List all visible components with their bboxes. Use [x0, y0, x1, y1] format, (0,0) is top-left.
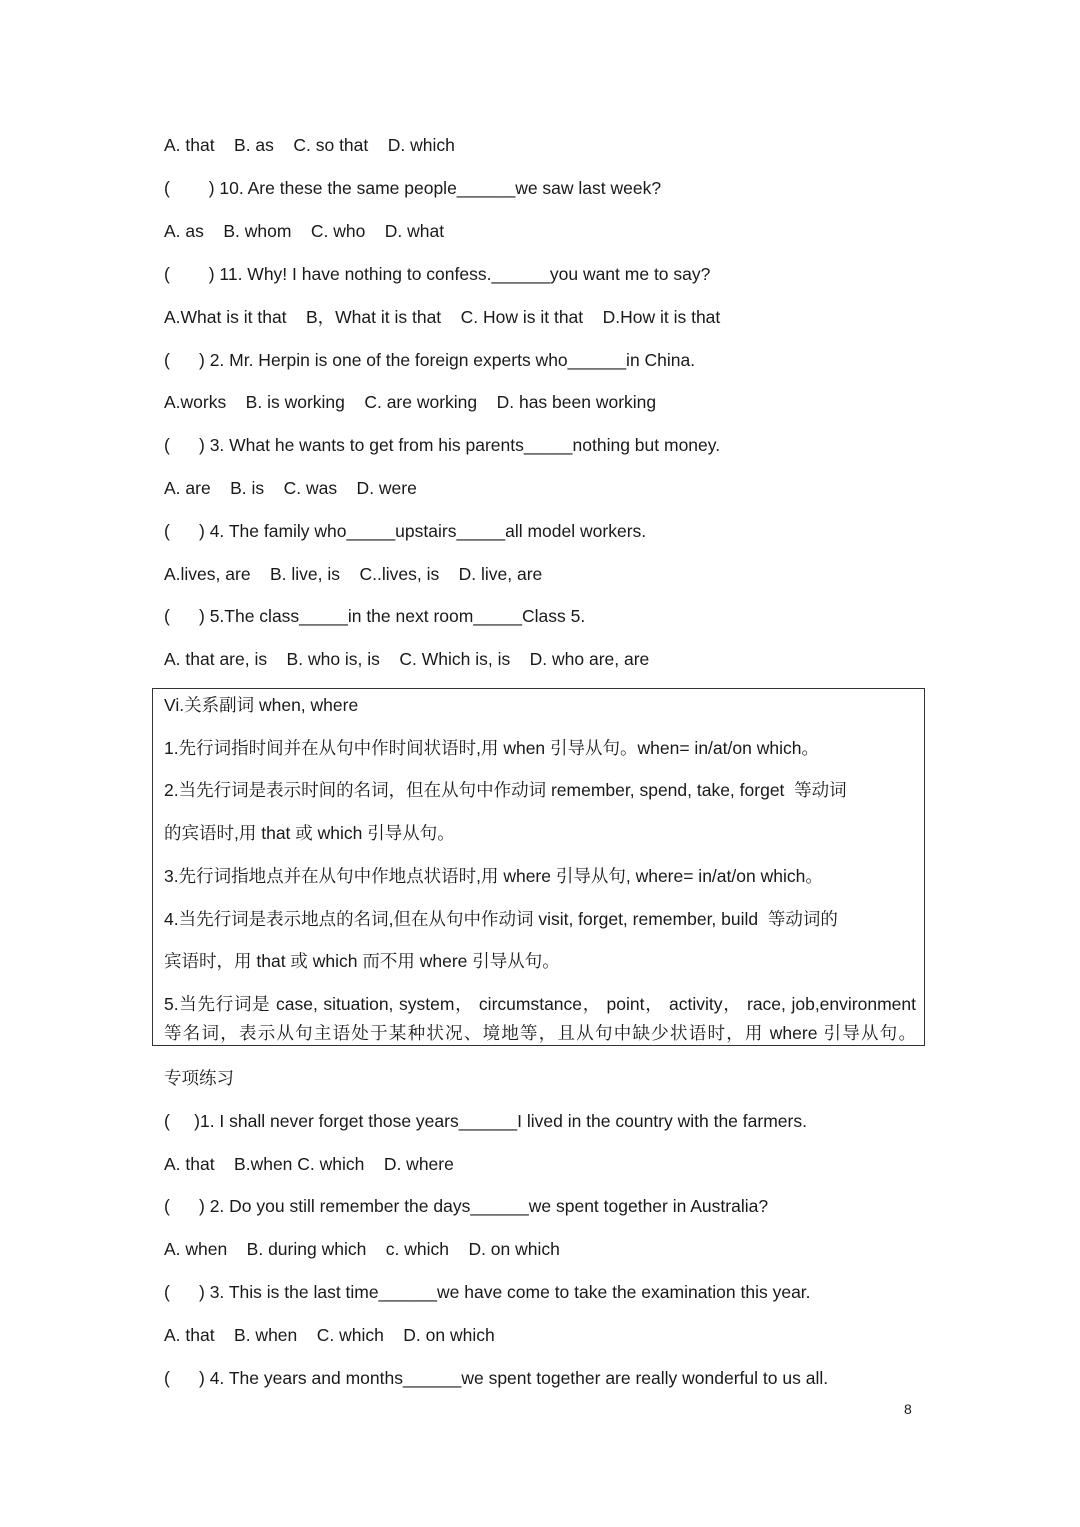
question-line: ( )1. I shall never forget those years______I lived in the country with the farmers.: [164, 1111, 807, 1131]
rule-line: 4.当先行词是表示地点的名词,但在从句中作动词 visit, forget, remember, build 等动词的: [164, 909, 838, 929]
rule-line: 2.当先行词是表示时间的名词，但在从句中作动词 remember, spend, take, forget 等动词: [164, 780, 847, 800]
option-line: A. that B. when C. which D. on which: [164, 1325, 495, 1345]
rule-box: [152, 688, 925, 1046]
question-line: ( ) 11. Why! I have nothing to confess.______you want me to say?: [164, 264, 711, 284]
question-line: ( ) 4. The years and months______we spent together are really wonderful to us all.: [164, 1368, 829, 1388]
question-line: ( ) 10. Are these the same people______we saw last week?: [164, 178, 662, 198]
option-line: A.lives, are B. live, is C..lives, is D. live, are: [164, 564, 543, 584]
rule-line: 的宾语时,用 that 或 which 引导从句。: [164, 823, 455, 843]
rule-line: 5.当先行词是 case, situation, system， circumstance， point， activity， race, job,environment: [164, 994, 916, 1014]
question-line: ( ) 2. Do you still remember the days______we spent together in Australia?: [164, 1196, 769, 1216]
option-line: A. that B.when C. which D. where: [164, 1154, 454, 1174]
rule-line: 等名词，表示从句主语处于某种状况、境地等，且从句中缺少状语时，用 where 引导从句。: [164, 1023, 916, 1043]
question-line: ( ) 3. This is the last time______we have come to take the examination this year.: [164, 1282, 811, 1302]
rule-line: 3.先行词指地点并在从句中作地点状语时,用 where 引导从句, where= in/at/on which。: [164, 866, 823, 886]
question-line: ( ) 2. Mr. Herpin is one of the foreign experts who______in China.: [164, 350, 696, 370]
question-line: ( ) 4. The family who_____upstairs_____all model workers.: [164, 521, 647, 541]
page-number: 8: [904, 1401, 912, 1417]
rule-line: 1.先行词指时间并在从句中作时间状语时,用 when 引导从句。when= in/at/on which。: [164, 738, 819, 758]
option-line: A. as B. whom C. who D. what: [164, 221, 445, 241]
option-line: A. are B. is C. was D. were: [164, 478, 417, 498]
option-line: A. when B. during which c. which D. on which: [164, 1239, 560, 1259]
section-heading: 专项练习: [164, 1068, 234, 1088]
rule-line: 宾语时，用 that 或 which 而不用 where 引导从句。: [164, 951, 560, 971]
option-line: A. that B. as C. so that D. which: [164, 135, 455, 155]
option-line: A.works B. is working C. are working D. has been working: [164, 392, 657, 412]
option-line: A. that are, is B. who is, is C. Which is, is D. who are, are: [164, 649, 650, 669]
question-line: ( ) 5.The class_____in the next room_____Class 5.: [164, 606, 586, 626]
question-line: ( ) 3. What he wants to get from his parents_____nothing but money.: [164, 435, 721, 455]
option-line: A.What is it that B，What it is that C. How is it that D.How it is that: [164, 307, 721, 327]
rule-box-title: Vi.关系副词 when, where: [164, 695, 359, 715]
